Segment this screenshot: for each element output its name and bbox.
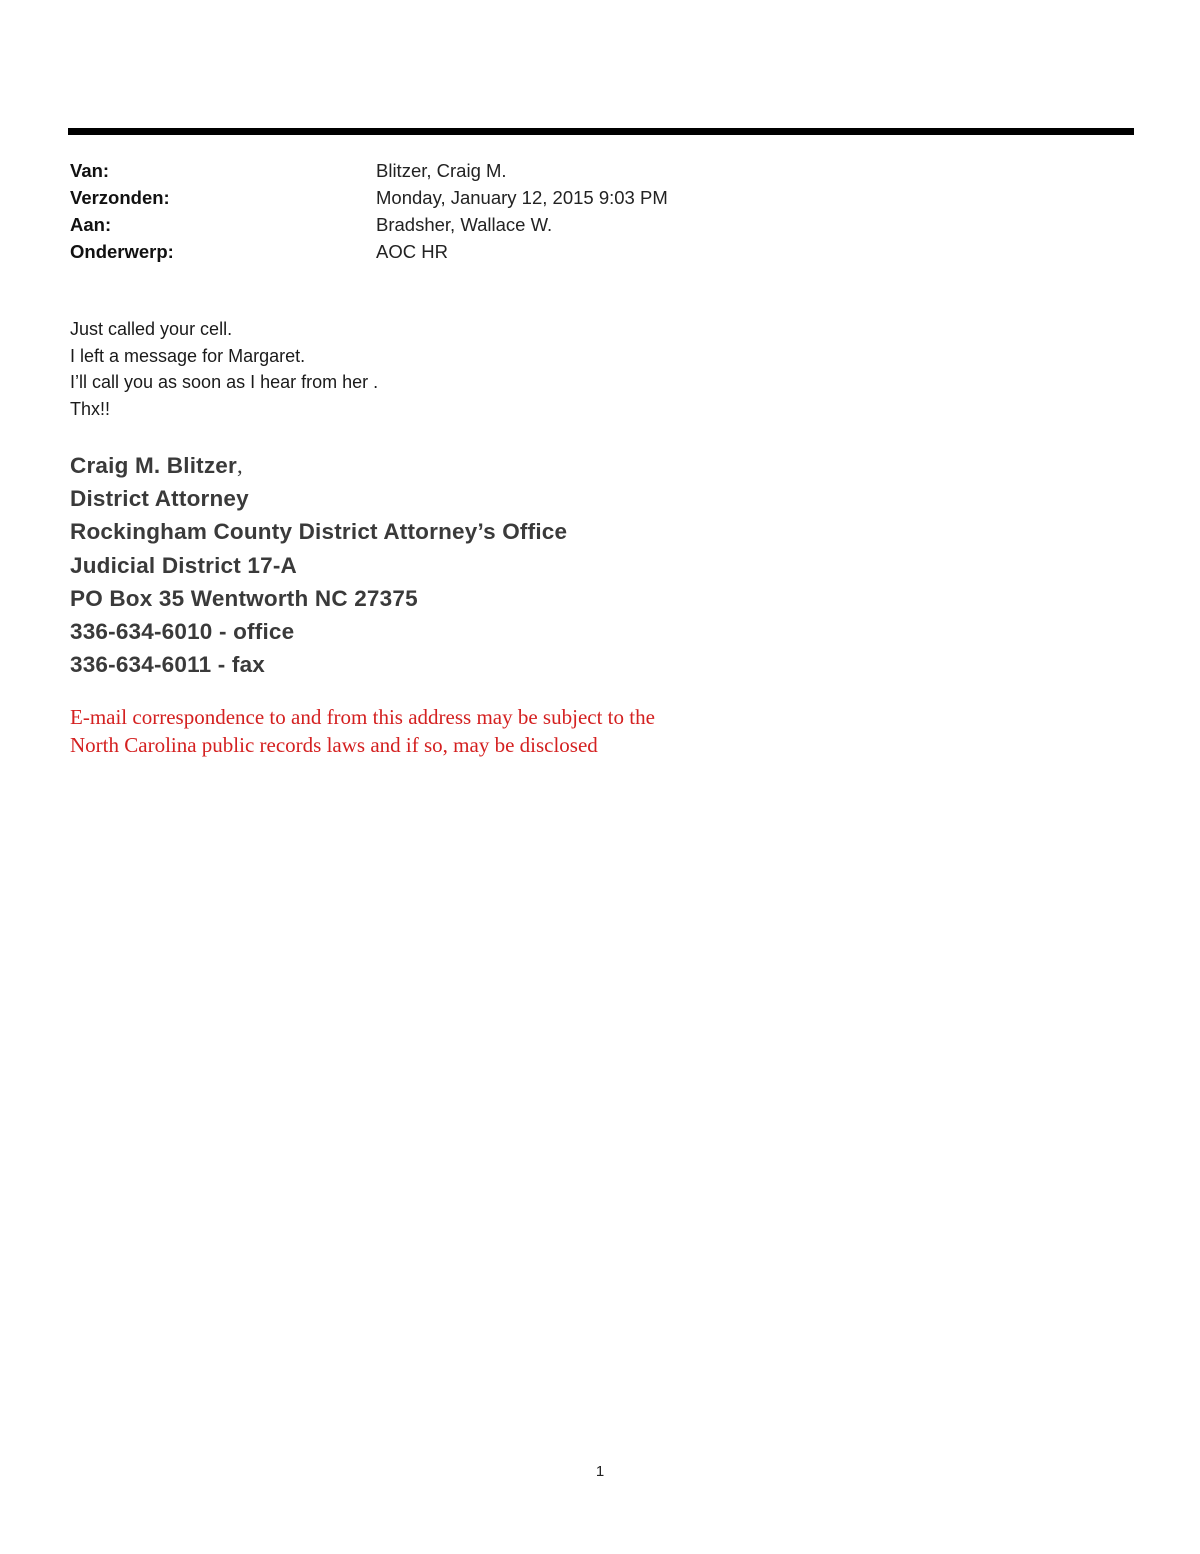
signature-district: Judicial District 17-A bbox=[70, 552, 297, 578]
header-row-to bbox=[70, 211, 1070, 238]
signature-title: District Attorney bbox=[70, 486, 249, 512]
header-label-sent: Verzonden: bbox=[70, 186, 170, 208]
signature-name: Craig M. Blitzer bbox=[70, 453, 237, 478]
body-line: I’ll call you as soon as I hear from her . bbox=[70, 372, 379, 393]
header-value-to: Bradsher, Wallace W. bbox=[376, 213, 553, 235]
header-value-from: Blitzer, Craig M. bbox=[376, 159, 507, 181]
disclaimer-line-1: E-mail correspondence to and from this address may be subject to the bbox=[70, 705, 655, 729]
body-line: Just called your cell. bbox=[70, 319, 233, 339]
signature-name-suffix: , bbox=[236, 453, 243, 478]
body-line: I left a message for Margaret. bbox=[70, 345, 306, 366]
signature-phone: 336-634-6010 - office bbox=[70, 618, 295, 644]
header-row-sent bbox=[70, 184, 1070, 211]
email-signature bbox=[70, 449, 970, 681]
header-row-subject bbox=[70, 238, 1070, 265]
header-row-from bbox=[70, 157, 1070, 184]
signature-office: Rockingham County District Attorney’s Office bbox=[70, 519, 568, 545]
header-divider-rule bbox=[68, 128, 1134, 135]
signature-address: PO Box 35 Wentworth NC 27375 bbox=[70, 585, 418, 611]
email-header-block bbox=[70, 157, 1070, 265]
header-label-from: Van: bbox=[70, 159, 110, 181]
signature-fax: 336-634-6011 - fax bbox=[70, 652, 265, 678]
header-value-subject: AOC HR bbox=[376, 240, 448, 262]
header-label-subject: Onderwerp: bbox=[70, 240, 174, 262]
email-body bbox=[70, 316, 970, 423]
header-label-to: Aan: bbox=[70, 213, 112, 235]
body-line: Thx!! bbox=[70, 399, 111, 420]
page-number: 1 bbox=[595, 1463, 605, 1480]
header-value-sent: Monday, January 12, 2015 9:03 PM bbox=[376, 186, 668, 208]
signature-name-line bbox=[70, 449, 970, 482]
disclaimer-line-2: North Carolina public records laws and if so, may be disclosed bbox=[70, 732, 598, 757]
public-records-disclaimer bbox=[70, 704, 970, 759]
